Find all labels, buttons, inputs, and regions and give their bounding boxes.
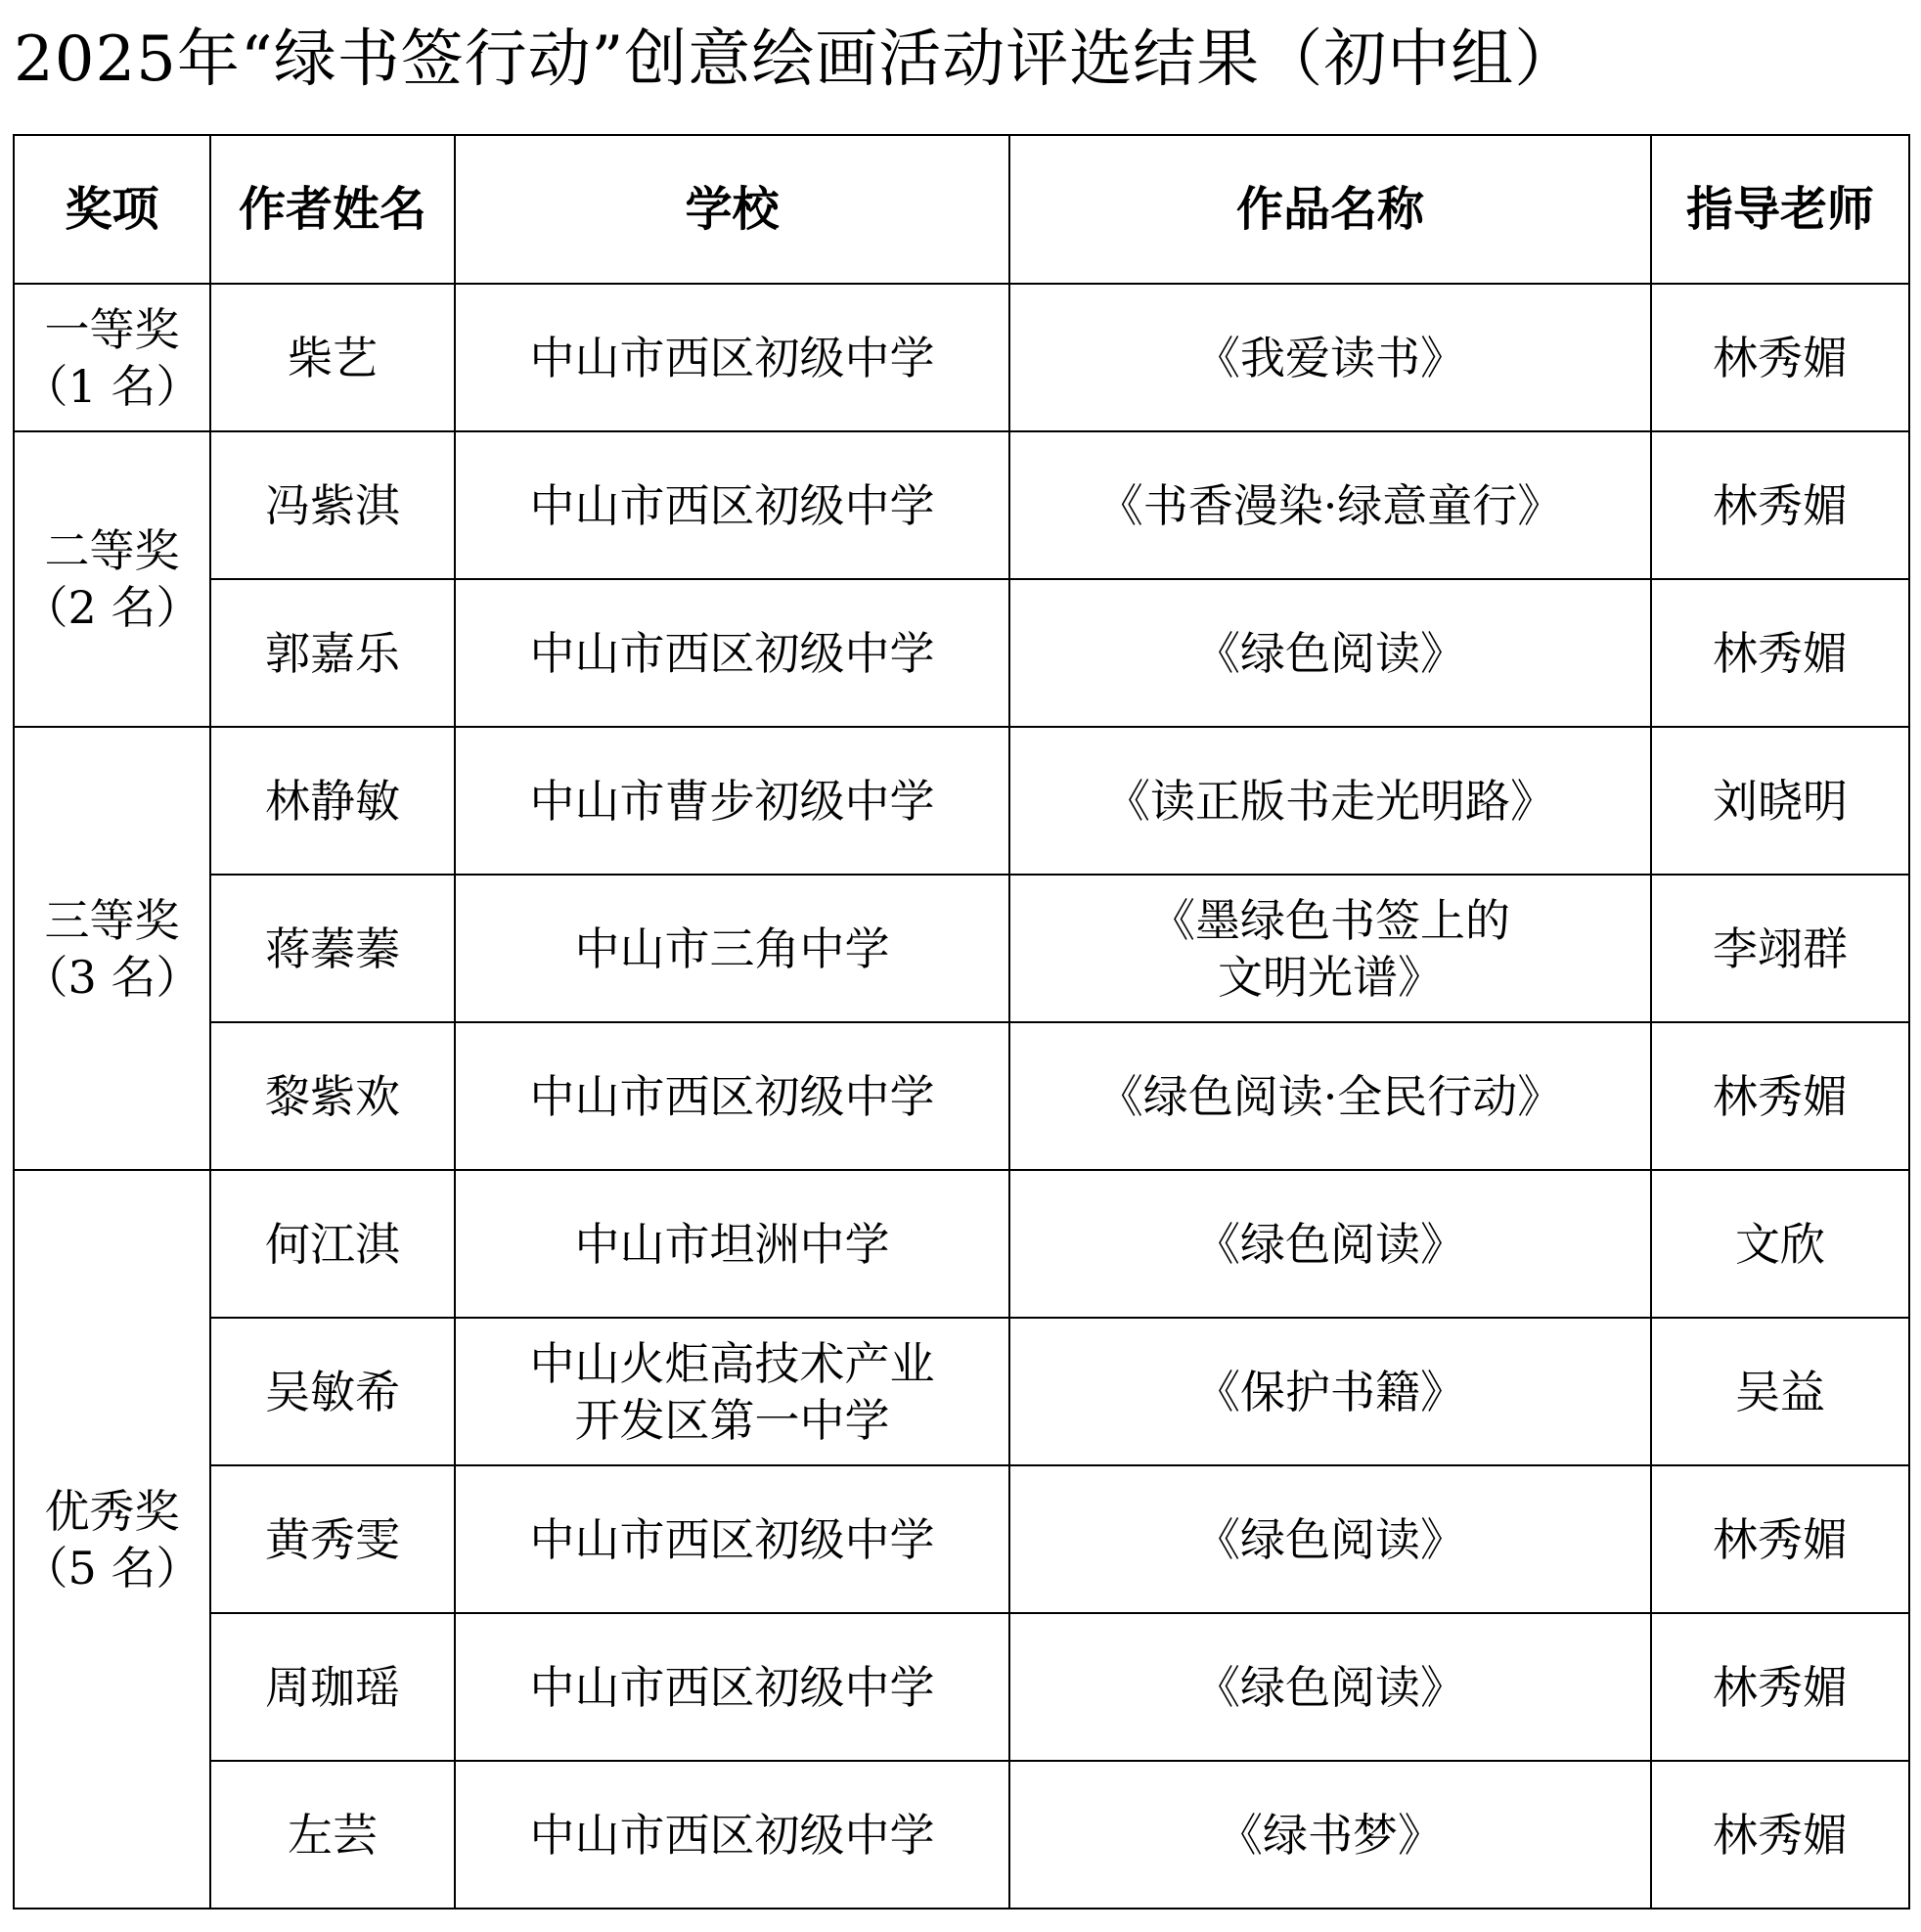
- table-row: [14, 579, 1909, 727]
- table-row: [14, 1022, 1909, 1170]
- award-cell-third: [14, 727, 210, 1170]
- header-row: [14, 135, 1909, 284]
- teacher-cell: 林秀媚: [1651, 1022, 1909, 1170]
- award-cell-excellence: [14, 1170, 210, 1909]
- results-table: [13, 134, 1910, 1910]
- award-count: （2 名）: [22, 581, 201, 634]
- teacher-cell: 文欣: [1651, 1170, 1909, 1318]
- award-cell-second: [14, 431, 210, 727]
- teacher-cell: 吴益: [1651, 1318, 1909, 1465]
- header-award: 奖项: [14, 135, 210, 284]
- author-cell: 郭嘉乐: [210, 579, 455, 727]
- school-cell: 中山市西区初级中学: [455, 1613, 1009, 1761]
- author-cell: 蒋蓁蓁: [210, 875, 455, 1022]
- school-cell: [455, 1318, 1009, 1465]
- author-cell: 黎紫欢: [210, 1022, 455, 1170]
- table-row: [14, 1465, 1909, 1613]
- work-cell: 《绿色阅读·全民行动》: [1009, 1022, 1651, 1170]
- award-count: （5 名）: [22, 1541, 201, 1595]
- award-name: 三等奖: [44, 893, 180, 947]
- work-cell: 《读正版书走光明路》: [1009, 727, 1651, 875]
- award-name: 一等奖: [44, 302, 180, 356]
- work-cell: 《保护书籍》: [1009, 1318, 1651, 1465]
- author-cell: 柴艺: [210, 284, 455, 431]
- award-cell-first: [14, 284, 210, 431]
- school-cell: 中山市西区初级中学: [455, 431, 1009, 579]
- work-cell: 《书香漫染·绿意童行》: [1009, 431, 1651, 579]
- work-line-1: 《墨绿色书签上的: [1150, 893, 1510, 947]
- table-row: [14, 1761, 1909, 1909]
- table-row: [14, 1170, 1909, 1318]
- document-title: 2025年“绿书签行动”创意绘画活动评选结果（初中组）: [14, 23, 1579, 96]
- author-cell: 黄秀雯: [210, 1465, 455, 1613]
- teacher-cell: 李翊群: [1651, 875, 1909, 1022]
- work-cell: 《绿书梦》: [1009, 1761, 1651, 1909]
- school-cell: 中山市三角中学: [455, 875, 1009, 1022]
- award-name: 二等奖: [44, 524, 180, 577]
- table-row: [14, 1318, 1909, 1465]
- author-cell: 冯紫淇: [210, 431, 455, 579]
- school-cell: 中山市西区初级中学: [455, 579, 1009, 727]
- author-cell: 左芸: [210, 1761, 455, 1909]
- header-author: 作者姓名: [210, 135, 455, 284]
- teacher-cell: 林秀媚: [1651, 1613, 1909, 1761]
- school-cell: 中山市西区初级中学: [455, 1022, 1009, 1170]
- header-teacher: 指导老师: [1651, 135, 1909, 284]
- teacher-cell: 林秀媚: [1651, 284, 1909, 431]
- header-school: 学校: [455, 135, 1009, 284]
- work-cell: 《绿色阅读》: [1009, 1465, 1651, 1613]
- table-row: [14, 727, 1909, 875]
- work-line-2: 文明光谱》: [1218, 950, 1443, 1004]
- work-cell: 《绿色阅读》: [1009, 579, 1651, 727]
- award-name: 优秀奖: [44, 1484, 180, 1538]
- school-cell: 中山市西区初级中学: [455, 1761, 1009, 1909]
- work-cell: [1009, 875, 1651, 1022]
- table-row: [14, 1613, 1909, 1761]
- author-cell: 何江淇: [210, 1170, 455, 1318]
- teacher-cell: 林秀媚: [1651, 579, 1909, 727]
- school-line-1: 中山火炬高技术产业: [529, 1336, 935, 1390]
- school-cell: 中山市坦洲中学: [455, 1170, 1009, 1318]
- teacher-cell: 林秀媚: [1651, 1761, 1909, 1909]
- table-row: [14, 284, 1909, 431]
- teacher-cell: 林秀媚: [1651, 431, 1909, 579]
- school-line-2: 开发区第一中学: [574, 1393, 890, 1447]
- teacher-cell: 刘晓明: [1651, 727, 1909, 875]
- table-row: [14, 875, 1909, 1022]
- teacher-cell: 林秀媚: [1651, 1465, 1909, 1613]
- school-cell: 中山市西区初级中学: [455, 284, 1009, 431]
- header-work: 作品名称: [1009, 135, 1651, 284]
- school-cell: 中山市曹步初级中学: [455, 727, 1009, 875]
- table-row: [14, 431, 1909, 579]
- author-cell: 吴敏希: [210, 1318, 455, 1465]
- work-cell: 《我爱读书》: [1009, 284, 1651, 431]
- author-cell: 林静敏: [210, 727, 455, 875]
- award-count: （3 名）: [22, 950, 201, 1004]
- author-cell: 周珈瑶: [210, 1613, 455, 1761]
- award-count: （1 名）: [22, 359, 201, 413]
- school-cell: 中山市西区初级中学: [455, 1465, 1009, 1613]
- work-cell: 《绿色阅读》: [1009, 1613, 1651, 1761]
- work-cell: 《绿色阅读》: [1009, 1170, 1651, 1318]
